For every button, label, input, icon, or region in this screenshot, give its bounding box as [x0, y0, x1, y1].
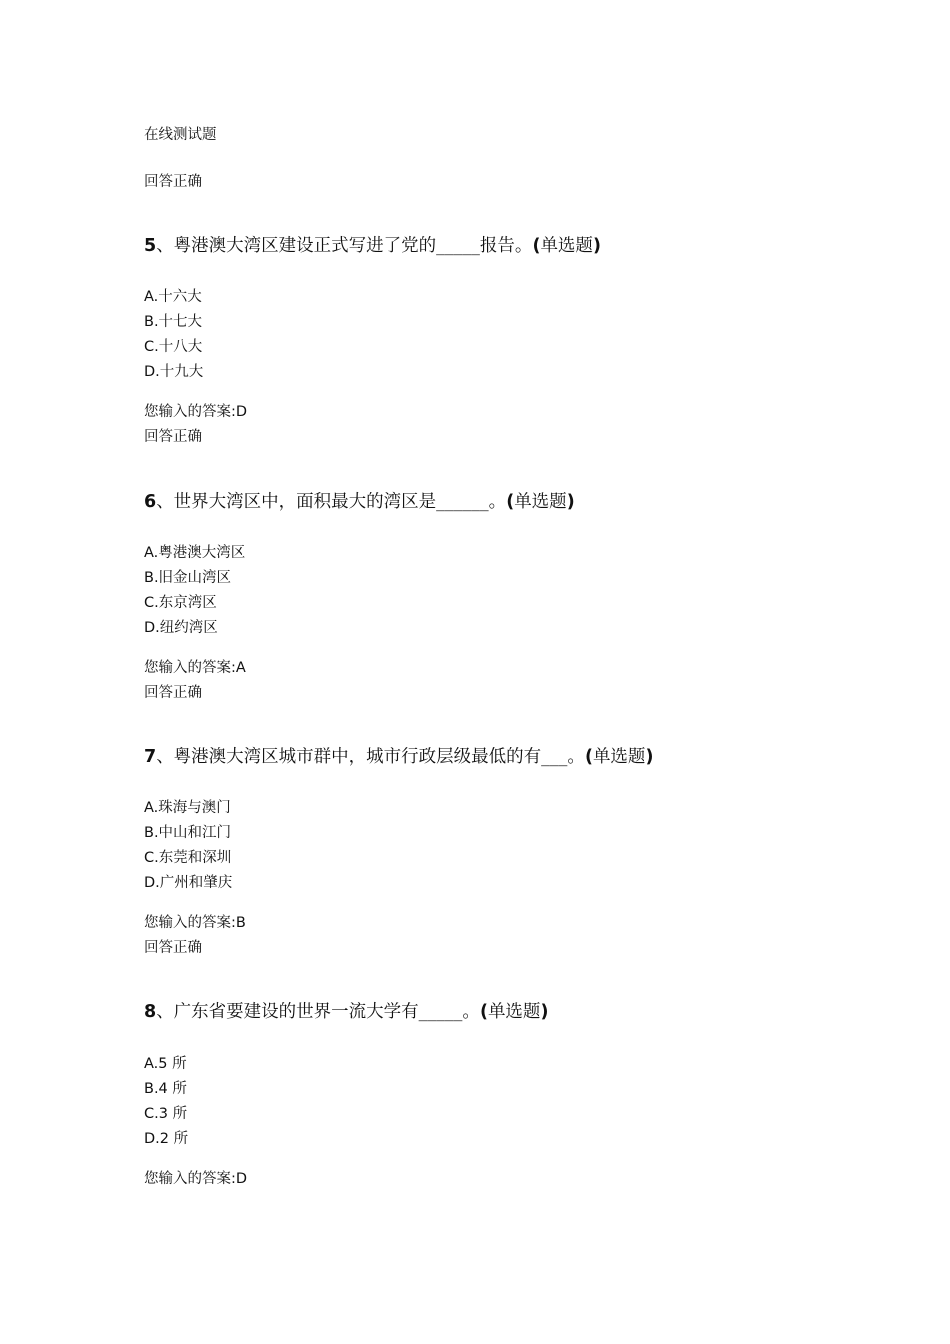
option-c: C.十八大 [144, 339, 203, 355]
option-c: C.东京湾区 [144, 595, 217, 611]
question-number: 7 [144, 747, 157, 767]
question-8-heading [144, 1004, 548, 1022]
question-type-open: ( [479, 1002, 488, 1022]
question-number: 6 [144, 492, 157, 512]
option-a: A.5 所 [144, 1056, 187, 1072]
question-type-label: 单选题 [540, 236, 593, 256]
question-5-heading [144, 238, 601, 256]
option-b: B.旧金山湾区 [144, 570, 232, 586]
answer-text: 您输入的答案:D [144, 1171, 248, 1187]
question-type-label: 单选题 [514, 492, 567, 512]
question-type-open: ( [506, 492, 515, 512]
option-a: A.十六大 [144, 289, 202, 305]
result-text: 回答正确 [144, 940, 202, 956]
answer-text: 您输入的答案:A [144, 660, 246, 676]
result-text: 回答正确 [144, 429, 202, 445]
option-a: A.珠海与澳门 [144, 800, 231, 816]
question-stem: 、广东省要建设的世界一流大学有_____。 [156, 1002, 480, 1022]
answer-text: 您输入的答案:D [144, 404, 248, 420]
option-d: D.广州和肇庆 [144, 875, 233, 891]
option-b: B.4 所 [144, 1081, 187, 1097]
question-stem: 、粤港澳大湾区建设正式写进了党的_____报告。 [156, 236, 533, 256]
status-text: 回答正确 [144, 174, 202, 190]
question-type-close: ) [645, 747, 654, 767]
question-type-close: ) [566, 492, 575, 512]
document-title: 在线测试题 [144, 127, 217, 143]
question-stem: 、世界大湾区中，面积最大的湾区是______。 [156, 492, 507, 512]
question-type-close: ) [540, 1002, 549, 1022]
option-d: D.2 所 [144, 1131, 189, 1147]
result-text: 回答正确 [144, 685, 202, 701]
question-stem: 、粤港澳大湾区城市群中，城市行政层级最低的有___。 [156, 747, 585, 767]
option-d: D.十九大 [144, 364, 204, 380]
question-type-open: ( [532, 236, 541, 256]
option-c: C.东莞和深圳 [144, 850, 232, 866]
question-type-close: ) [592, 236, 601, 256]
question-type-label: 单选题 [592, 747, 646, 767]
answer-text: 您输入的答案:B [144, 915, 246, 931]
option-a: A.粤港澳大湾区 [144, 545, 246, 561]
question-6-heading [144, 494, 575, 512]
question-number: 8 [144, 1002, 157, 1022]
option-b: B.十七大 [144, 314, 203, 330]
option-b: B.中山和江门 [144, 825, 232, 841]
question-type-open: ( [584, 747, 593, 767]
question-7-heading [144, 749, 653, 767]
option-d: D.纽约湾区 [144, 620, 218, 636]
option-c: C.3 所 [144, 1106, 188, 1122]
question-number: 5 [144, 236, 157, 256]
question-type-label: 单选题 [487, 1002, 541, 1022]
